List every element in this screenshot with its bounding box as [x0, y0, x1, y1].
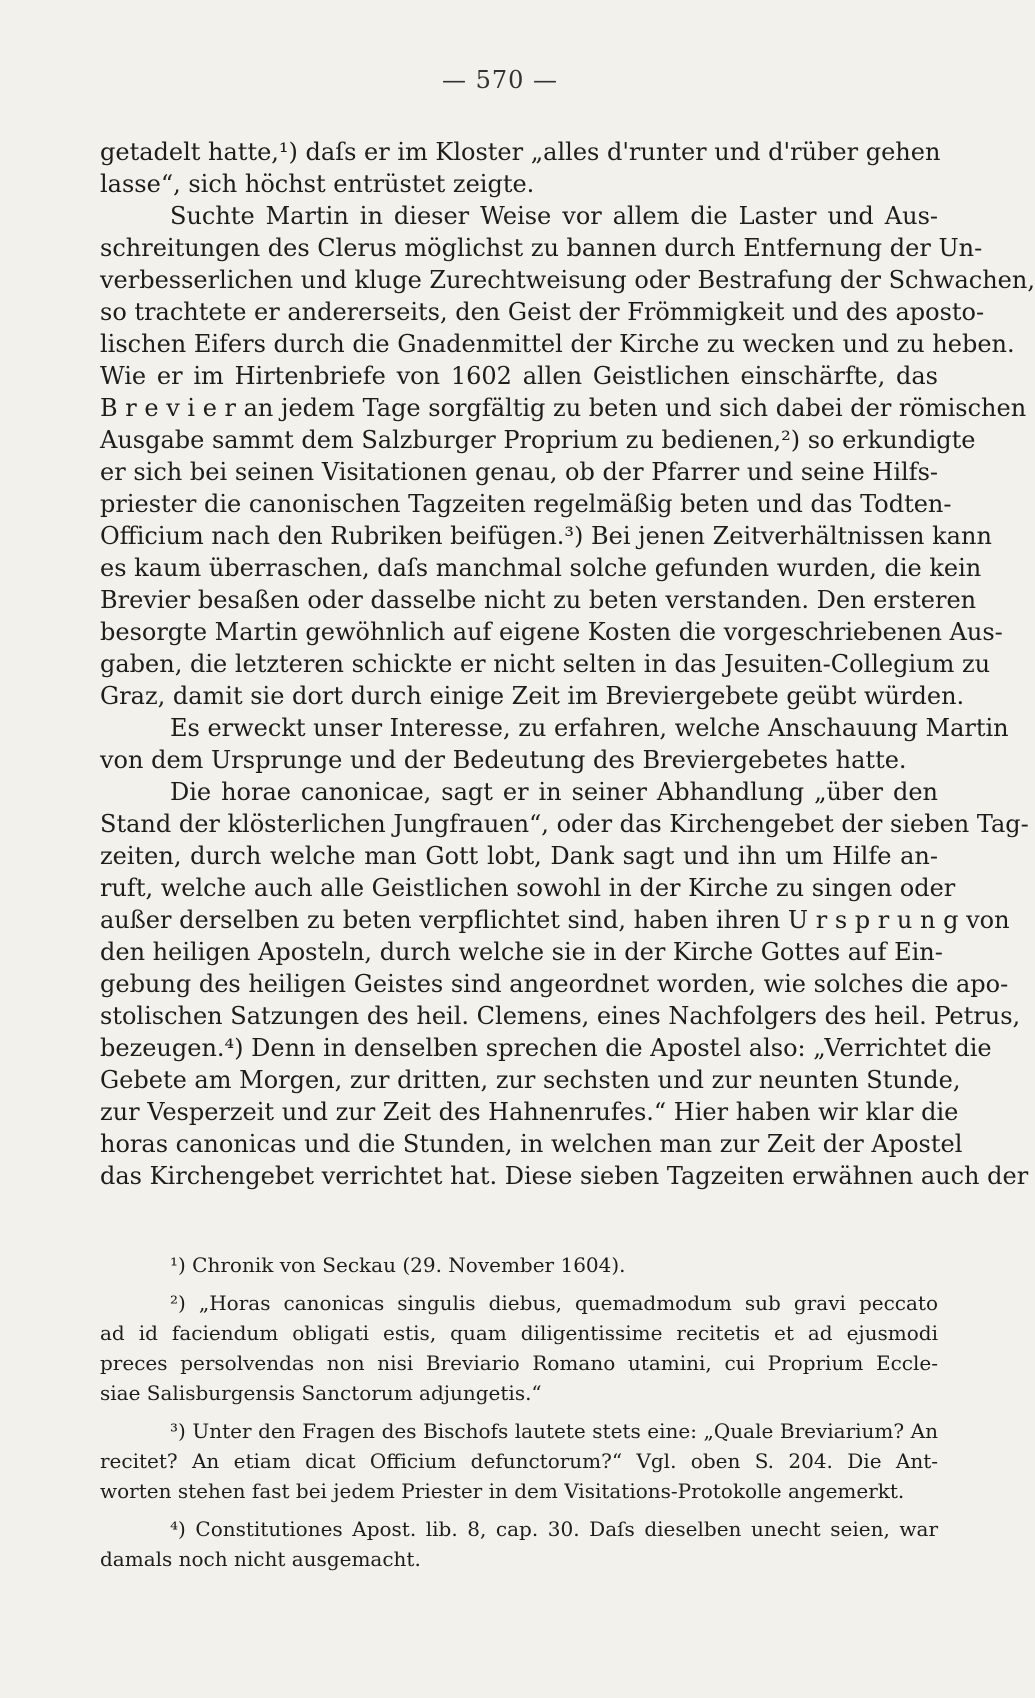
text-line: zur Vesperzeit und zur Zeit des Hahnenrufes.“ Hier haben wir klar die: [100, 1098, 959, 1126]
footnote-2: [100, 1288, 938, 1408]
text-line: von dem Ursprunge und der Bedeutung des Breviergebetes hatte.: [100, 746, 907, 774]
text-line: priester die canonischen Tagzeiten regelmäßig beten und das Todten-: [100, 490, 952, 518]
text-line: horas canonicas und die Stunden, in welchen man zur Zeit der Apostel: [100, 1130, 963, 1158]
footnote-line: ²) „Horas canonicas singulis diebus, quemadmodum sub gravi peccato: [170, 1291, 938, 1315]
footnote-1: [100, 1250, 938, 1280]
text-line: außer derselben zu beten verpflichtet sind, haben ihren U r s p r u n g von: [100, 906, 1010, 934]
text-line: Ausgabe sammt dem Salzburger Proprium zu bedienen,²) so erkundigte: [100, 426, 976, 454]
footnote-line: preces persolvendas non nisi Breviario Romano utamini, cui Proprium Eccle-: [100, 1351, 938, 1375]
footnotes: [100, 1250, 938, 1574]
text-line: Stand der klösterlichen Jungfrauen“, oder das Kirchengebet der sieben Tag-: [100, 810, 1029, 838]
text-line: ruft, welche auch alle Geistlichen sowohl in der Kirche zu singen oder: [100, 874, 956, 902]
footnote-line: damals noch nicht ausgemacht.: [100, 1547, 421, 1571]
text-line: getadelt hatte,¹) daſs er im Kloster „alles d'runter und d'rüber gehen: [100, 138, 941, 166]
text-line: Graz, damit sie dort durch einige Zeit im Breviergebete geübt würden.: [100, 682, 965, 710]
footnote-line: ⁴) Constitutiones Apost. lib. 8, cap. 30. Daſs dieselben unecht seien, war: [170, 1517, 938, 1541]
text-line: B r e v i e r an jedem Tage sorgfältig zu beten und sich dabei der römischen: [100, 394, 1027, 422]
footnote-line: recitet? An etiam dicat Officium defunctorum?“ Vgl. oben S. 204. Die Ant-: [100, 1449, 938, 1473]
footnote-line: siae Salisburgensis Sanctorum adjungetis.“: [100, 1381, 542, 1405]
footnote-line: ¹) Chronik von Seckau (29. November 1604).: [170, 1253, 626, 1277]
text-line: Suchte Martin in dieser Weise vor allem die Laster und Aus-: [170, 202, 938, 230]
text-line: gaben, die letzteren schickte er nicht selten in das Jesuiten-Collegium zu: [100, 650, 991, 678]
text-line: Gebete am Morgen, zur dritten, zur sechsten und zur neunten Stunde,: [100, 1066, 961, 1094]
text-line: verbesserlichen und kluge Zurechtweisung oder Bestrafung der Schwachen,: [100, 266, 1035, 294]
text-line: lischen Eifers durch die Gnadenmittel der Kirche zu wecken und zu heben.: [100, 330, 1015, 358]
text-line: den heiligen Aposteln, durch welche sie in der Kirche Gottes auf Ein-: [100, 938, 943, 966]
footnote-4: [100, 1514, 938, 1574]
text-line: so trachtete er andererseits, den Geist der Frömmigkeit und des aposto-: [100, 298, 985, 326]
text-line: er sich bei seinen Visitationen genau, ob der Pfarrer und seine Hilfs-: [100, 458, 938, 486]
text-line: das Kirchengebet verrichtet hat. Diese sieben Tagzeiten erwähnen auch der: [100, 1162, 1029, 1190]
text-line: Es erweckt unser Interesse, zu erfahren, welche Anschauung Martin: [170, 714, 1009, 742]
text-line: bezeugen.⁴) Denn in denselben sprechen die Apostel also: „Verrichtet die: [100, 1034, 992, 1062]
text-line: Officium nach den Rubriken beifügen.³) Bei jenen Zeitverhältnissen kann: [100, 522, 992, 550]
text-line: stolischen Satzungen des heil. Clemens, eines Nachfolgers des heil. Petrus,: [100, 1002, 1021, 1030]
text-line: besorgte Martin gewöhnlich auf eigene Kosten die vorgeschriebenen Aus-: [100, 618, 1003, 646]
footnote-3: [100, 1416, 938, 1506]
page-number: — 570 —: [441, 66, 559, 94]
text-line: schreitungen des Clerus möglichst zu bannen durch Entfernung der Un-: [100, 234, 983, 262]
text-line: es kaum überraschen, daſs manchmal solche gefunden wurden, die kein: [100, 554, 982, 582]
text-line: zeiten, durch welche man Gott lobt, Dank sagt und ihn um Hilfe an-: [100, 842, 938, 870]
text-line: lasse“, sich höchst entrüstet zeigte.: [100, 170, 535, 198]
footnote-line: ³) Unter den Fragen des Bischofs lautete stets eine: „Quale Breviarium? An: [170, 1419, 938, 1443]
text-line: Die horae canonicae, sagt er in seiner Abhandlung „über den: [170, 778, 938, 806]
footnote-line: worten stehen fast bei jedem Priester in dem Visitations-Protokolle angemerkt.: [100, 1479, 905, 1503]
text-line: Wie er im Hirtenbriefe von 1602 allen Geistlichen einschärfte, das: [100, 362, 938, 390]
footnote-line: ad id faciendum obligati estis, quam diligentissime recitetis et ad ejusmodi: [100, 1321, 938, 1345]
text-line: Brevier besaßen oder dasselbe nicht zu beten verstanden. Den ersteren: [100, 586, 977, 614]
body-text: [100, 136, 1035, 1192]
text-line: gebung des heiligen Geistes sind angeordnet worden, wie solches die apo-: [100, 970, 1009, 998]
